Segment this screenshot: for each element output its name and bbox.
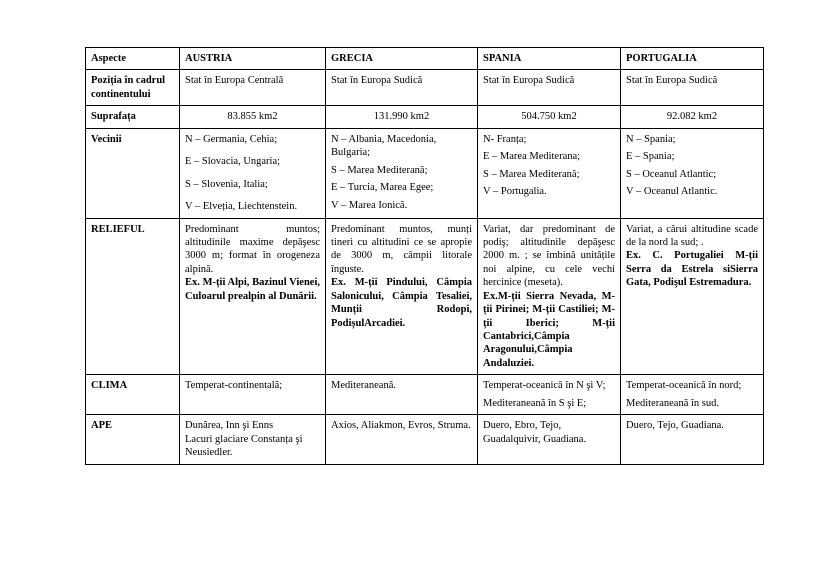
cell-line: V – Elveția, Liechtenstein. <box>185 201 298 213</box>
cell-ape-spania <box>478 415 621 464</box>
cell-clima-grecia <box>326 375 478 415</box>
cell-paragraph-emphasis: Ex. M-ții Pindului, Câmpia Salonicului, Câmpia Tesaliei, Munții Rodopi, PodișulArcadiei. <box>331 277 472 329</box>
cell-paragraph-emphasis: Ex. C. Portugaliei M-ții Serra da Estrela siSierra Gata, Podişul Estremadura. <box>626 250 758 289</box>
cell-line: S – Marea Mediterană; <box>331 164 428 176</box>
cell-line: S – Marea Mediterană; <box>483 168 580 180</box>
cell-vecinii-spania <box>478 128 621 218</box>
cell-suprafata-portugalia <box>621 106 764 128</box>
table-row <box>86 70 764 106</box>
cell-vecinii-grecia <box>326 128 478 218</box>
column-header-portugalia: PORTUGALIA <box>621 48 764 70</box>
cell-line: 504.750 km2 <box>521 111 577 123</box>
comparison-table <box>85 47 764 465</box>
row-label-relieful: RELIEFUL <box>86 218 180 375</box>
cell-suprafata-austria <box>180 106 326 128</box>
row-label-pozitia: Poziția în cadrul continentului <box>86 70 180 106</box>
cell-ape-portugalia <box>621 415 764 464</box>
cell-line: Stat în Europa Sudică <box>483 75 575 87</box>
cell-relief-portugalia <box>621 218 764 375</box>
cell-clima-spania <box>478 375 621 415</box>
cell-line: Mediteraneană în S şi E; <box>483 397 587 409</box>
cell-pozitia-spania <box>478 70 621 106</box>
cell-pozitia-portugalia <box>621 70 764 106</box>
cell-pozitia-grecia <box>326 70 478 106</box>
cell-line: Duero, Ebro, Tejo, Guadalquivir, Guadiana. <box>483 420 587 445</box>
cell-line: E – Spania; <box>626 151 675 163</box>
table-row <box>86 128 764 218</box>
cell-line: Stat în Europa Centrală <box>185 75 284 87</box>
cell-line: 83.855 km2 <box>227 111 278 123</box>
cell-line: Duero, Tejo, Guadiana. <box>626 420 724 432</box>
column-header-aspecte: Aspecte <box>86 48 180 70</box>
cell-line: Temperat-oceanică în N şi V; <box>483 380 606 392</box>
cell-clima-portugalia <box>621 375 764 415</box>
cell-line: 131.990 km2 <box>373 111 430 123</box>
table-header-row <box>86 48 764 70</box>
cell-line: E – Turcia, Marea Egee; <box>331 182 434 194</box>
row-label-suprafata: Suprafața <box>86 106 180 128</box>
column-header-spania: SPANIA <box>478 48 621 70</box>
table-row <box>86 415 764 464</box>
row-label-vecinii: Vecinii <box>86 128 180 218</box>
cell-line: E – Marea Mediterana; <box>483 151 581 163</box>
cell-paragraph: Predominant muntos, munți tineri cu altitudini ce se apropie de 3000 m, câmpii litorale înguste. <box>331 223 472 275</box>
cell-relief-grecia <box>326 218 478 375</box>
cell-line: Temperat-continentală; <box>185 380 283 392</box>
cell-clima-austria <box>180 375 326 415</box>
cell-line: V – Marea Ionică. <box>331 199 408 211</box>
cell-line: V – Portugalia. <box>483 186 547 198</box>
cell-paragraph: Variat, a cărui altitudine scade de la nord la sud; . <box>626 223 758 248</box>
cell-line: 92.082 km2 <box>666 111 718 123</box>
cell-paragraph: Variat, dar predominant de podiş; altitudinile depăşesc 2000 m. ; se îmbină unitățile noi alpine, cu cele vechi hercinice (meseta). <box>483 223 615 289</box>
cell-paragraph-emphasis: Ex. M-ții Alpi, Bazinul Vienei, Culoarul prealpin al Dunării. <box>185 277 320 302</box>
column-header-austria: AUSTRIA <box>180 48 326 70</box>
cell-line: Stat în Europa Sudică <box>331 75 423 87</box>
cell-relief-spania <box>478 218 621 375</box>
row-label-ape: APE <box>86 415 180 464</box>
row-label-clima: CLIMA <box>86 375 180 415</box>
cell-line: N- Franța; <box>483 133 527 145</box>
cell-line: Temperat-oceanică în nord; <box>626 380 742 392</box>
table-row <box>86 375 764 415</box>
cell-suprafata-spania <box>478 106 621 128</box>
column-header-grecia: GRECIA <box>326 48 478 70</box>
cell-vecinii-austria <box>180 128 326 218</box>
cell-line: Dunărea, Inn şi Enns <box>185 420 274 432</box>
table-row <box>86 218 764 375</box>
cell-line: E – Slovacia, Ungaria; <box>185 156 281 168</box>
cell-line: Mediteraneană în sud. <box>626 397 720 409</box>
cell-line: Lacuri glaciare Constanța şi Neusiedler. <box>185 433 303 459</box>
cell-paragraph: Predominant muntos; altitudinile maxime depăşesc 3000 m; format în orogeneza alpină. <box>185 223 320 275</box>
cell-paragraph-emphasis: Ex.M-ții Sierra Nevada, M-ții Pirinei; M-ții Castiliei; M-ții Iberici; M-ții Cantabrici,Câmpia Aragonului,Câmpia Andaluziei. <box>483 290 615 369</box>
cell-line: N – Albania, Macedonia, Bulgaria; <box>331 133 437 159</box>
cell-ape-austria <box>180 415 326 464</box>
cell-line: N – Germania, Cehia; <box>185 133 278 145</box>
cell-line: Mediteraneană. <box>331 380 397 392</box>
cell-line: S – Oceanul Atlantic; <box>626 168 717 180</box>
cell-ape-grecia <box>326 415 478 464</box>
cell-line: N – Spania; <box>626 133 676 145</box>
cell-line: Axios, Aliakmon, Evros, Struma. <box>331 420 471 432</box>
cell-line: V – Oceanul Atlantic. <box>626 186 718 198</box>
table-row <box>86 106 764 128</box>
cell-vecinii-portugalia <box>621 128 764 218</box>
cell-relief-austria <box>180 218 326 375</box>
cell-pozitia-austria <box>180 70 326 106</box>
cell-line: Stat în Europa Sudică <box>626 75 718 87</box>
cell-line: S – Slovenia, Italia; <box>185 178 268 190</box>
cell-suprafata-grecia <box>326 106 478 128</box>
